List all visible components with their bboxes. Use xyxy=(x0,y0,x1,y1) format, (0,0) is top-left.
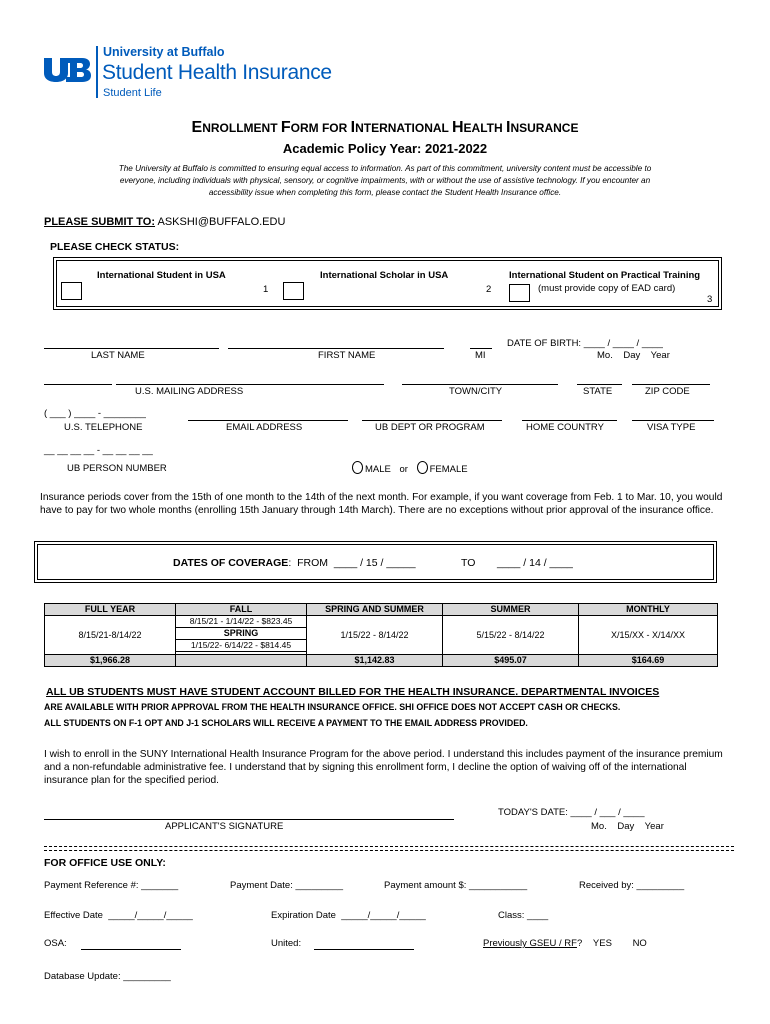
header-summer: SUMMER xyxy=(443,604,579,616)
female-label: FEMALE xyxy=(429,464,468,475)
mi-line[interactable] xyxy=(470,348,492,349)
office-title: FOR OFFICE USE ONLY: xyxy=(44,857,166,869)
last-name-label: LAST NAME xyxy=(91,350,145,361)
male-radio[interactable] xyxy=(352,461,363,474)
total-monthly: $164.69 xyxy=(579,655,718,667)
dob-label[interactable]: DATE OF BIRTH: ____ / ____ / ____ xyxy=(507,338,663,349)
gseu-group xyxy=(483,938,647,949)
first-name-label: FIRST NAME xyxy=(318,350,376,361)
country-line[interactable] xyxy=(522,420,617,421)
total-spring-summer: $1,142.83 xyxy=(307,655,443,667)
ss-dates: 1/15/22 - 8/14/22 xyxy=(307,616,443,655)
agreement-text: I wish to enroll in the SUNY International Health Insurance Program for the above period. I understand this includes payment of the insurance premium and a non-refundable administrative fee. I understand that by signing this enrollment form, I decline the option of waiving off of the international insurance plan for the specified period. xyxy=(44,749,723,786)
first-name-line[interactable] xyxy=(228,348,444,349)
osa-line[interactable] xyxy=(81,949,181,950)
status-option-1-checkbox[interactable] xyxy=(61,282,82,300)
coverage-to-label: TO xyxy=(461,557,476,569)
rates-table xyxy=(44,603,718,667)
status-option-2-checkbox[interactable] xyxy=(283,282,304,300)
total-full-year: $1,966.28 xyxy=(45,655,176,667)
today-date[interactable]: TODAY'S DATE: ____ / ___ / ____ xyxy=(498,807,645,818)
header-full-year: FULL YEAR xyxy=(45,604,176,616)
dept-label: UB DEPT OR PROGRAM xyxy=(375,422,485,433)
mi-label: MI xyxy=(475,350,486,361)
coverage-from-line xyxy=(173,557,416,569)
state-line[interactable] xyxy=(577,384,622,385)
zip-line[interactable] xyxy=(632,384,710,385)
person-number-label: UB PERSON NUMBER xyxy=(67,463,167,474)
email-line[interactable] xyxy=(188,420,348,421)
total-fall xyxy=(176,655,307,667)
periods-text: Insurance periods cover from the 15th of one month to the 14th of the next month. For example, if you want coverage from Feb. 1 to Mar. 10, you would have to pay for two whole months (enrolling 15th January through 14th March). There are no exceptions without prior approval of the insurance office. xyxy=(40,492,723,516)
phone-label: U.S. TELEPHONE xyxy=(64,422,143,433)
submit-line xyxy=(44,216,285,228)
spring-line: 1/15/22- 6/14/22 - $814.45 xyxy=(176,640,307,652)
fall-line: 8/15/21 - 1/14/22 - $823.45 xyxy=(176,616,307,628)
dept-line[interactable] xyxy=(362,420,502,421)
address-label: U.S. MAILING ADDRESS xyxy=(135,386,244,397)
status-option-3-sub: (must provide copy of EAD card) xyxy=(538,283,676,294)
town-line[interactable] xyxy=(402,384,558,385)
state-label: STATE xyxy=(583,386,613,397)
last-name-line[interactable] xyxy=(44,348,219,349)
submit-label: PLEASE SUBMIT TO: xyxy=(44,216,156,228)
coverage-label: DATES OF COVERAGE xyxy=(173,557,289,569)
address-line-b[interactable] xyxy=(116,384,384,385)
header-monthly: MONTHLY xyxy=(579,604,718,616)
signature-label: APPLICANT'S SIGNATURE xyxy=(165,821,284,832)
or-label: or xyxy=(399,464,408,475)
spring-label: SPRING xyxy=(176,628,307,640)
status-label: PLEASE CHECK STATUS: xyxy=(50,241,180,253)
zip-label: ZIP CODE xyxy=(645,386,690,397)
database-update[interactable]: Database Update: _________ xyxy=(44,971,171,982)
town-label: TOWN/CITY xyxy=(449,386,503,397)
signature-line[interactable] xyxy=(44,819,454,820)
expiration-date[interactable]: Expiration Date _____/_____/_____ xyxy=(271,910,426,921)
visa-line[interactable] xyxy=(632,420,714,421)
header-fall: FALL xyxy=(176,604,307,616)
payment-reference[interactable]: Payment Reference #: _______ xyxy=(44,880,179,891)
university-name: University at Buffalo xyxy=(103,45,225,59)
summer-dates: 5/15/22 - 8/14/22 xyxy=(443,616,579,655)
notice-line-2: ARE AVAILABLE WITH PRIOR APPROVAL FROM THE HEALTH INSURANCE OFFICE. SHI OFFICE DOES NOT ACCEPT CASH OR CHECKS. xyxy=(44,702,621,712)
monthly-dates: X/15/XX - X/14/XX xyxy=(579,616,718,655)
male-label: MALE xyxy=(365,464,391,475)
osa-label: OSA: xyxy=(44,938,67,949)
total-summer: $495.07 xyxy=(443,655,579,667)
policy-year: Academic Policy Year: 2021-2022 xyxy=(282,141,488,156)
program-name: Student Health Insurance xyxy=(102,61,332,84)
status-option-3-label: International Student on Practical Training xyxy=(509,270,701,281)
unit-name: Student Life xyxy=(103,87,162,99)
table-row xyxy=(45,616,718,628)
effective-date[interactable]: Effective Date _____/_____/_____ xyxy=(44,910,193,921)
no-option[interactable]: NO xyxy=(632,938,647,949)
visa-label: VISA TYPE xyxy=(647,422,696,433)
payment-date[interactable]: Payment Date: _________ xyxy=(230,880,344,891)
united-label: United: xyxy=(271,938,302,949)
notice-line-1: ALL UB STUDENTS MUST HAVE STUDENT ACCOUNT BILLED FOR THE HEALTH INSURANCE. DEPARTMENTAL INVOICES xyxy=(46,686,660,698)
gseu-label: Previously GSEU / RF xyxy=(483,938,577,949)
submit-email[interactable]: ASKSHI@BUFFALO.EDU xyxy=(157,216,286,228)
status-option-1-label: International Student in USA xyxy=(97,270,226,281)
logo-divider xyxy=(96,46,98,98)
accessibility-statement: The University at Buffalo is committed to ensuring equal access to information. As part of this commitment, university content must be accessible to everyone, including individuals with physical, sensory, or cognitive impairments, with or without the use of assistive technology. If you encounter an accessibility issue when completing this form, please contact the Student Health Insurance office. xyxy=(118,164,652,197)
notice-line-3: ALL STUDENTS ON F-1 OPT AND J-1 SCHOLARS WILL RECEIVE A PAYMENT TO THE EMAIL ADDRESS PROVIDED. xyxy=(44,718,528,728)
status-option-2-number: 2 xyxy=(486,284,492,295)
coverage-to[interactable]: ____ / 14 / ____ xyxy=(497,557,573,569)
ub-logo-icon xyxy=(44,58,91,82)
female-radio[interactable] xyxy=(417,461,428,474)
status-option-1-number: 1 xyxy=(263,284,269,295)
gseu-q: ? xyxy=(576,938,583,949)
separator xyxy=(44,846,734,851)
table-row xyxy=(45,655,718,667)
today-date-parts: Mo. Day Year xyxy=(591,821,664,832)
header-spring-summer: SPRING AND SUMMER xyxy=(307,604,443,616)
payment-amount[interactable]: Payment amount $: ___________ xyxy=(384,880,528,891)
person-number-blank[interactable]: __ __ __ __ - __ __ __ __ xyxy=(44,445,153,456)
phone-blank[interactable]: ( ___ ) ____ - ________ xyxy=(44,408,146,419)
gender-group xyxy=(352,461,468,475)
status-option-3-checkbox[interactable] xyxy=(509,284,530,302)
address-line-a[interactable] xyxy=(44,384,112,385)
form-title: ENROLLMENT FORM FOR INTERNATIONAL HEALTH INSURANCE xyxy=(191,119,579,136)
coverage-from[interactable]: : FROM ____ / 15 / _____ xyxy=(288,557,416,569)
table-row xyxy=(45,604,718,616)
united-line[interactable] xyxy=(314,949,414,950)
country-label: HOME COUNTRY xyxy=(526,422,604,433)
yes-option[interactable]: YES xyxy=(592,938,612,949)
received-by[interactable]: Received by: _________ xyxy=(579,880,685,891)
email-label: EMAIL ADDRESS xyxy=(226,422,303,433)
dob-parts: Mo. Day Year xyxy=(597,350,670,361)
status-option-2-label: International Scholar in USA xyxy=(320,270,449,281)
status-option-3-number: 3 xyxy=(707,294,713,305)
full-year-dates: 8/15/21-8/14/22 xyxy=(45,616,176,655)
class-field[interactable]: Class: ____ xyxy=(498,910,549,921)
